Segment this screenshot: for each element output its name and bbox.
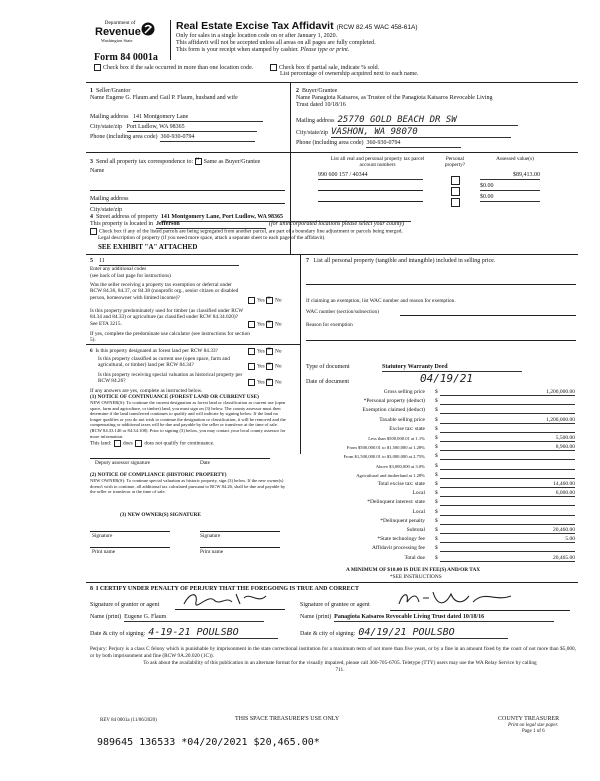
tax-row [330, 389, 575, 396]
tax-row-label: *Personal property (deduct) [363, 398, 425, 405]
seller-num: 1 [90, 88, 93, 94]
tax-row [330, 398, 575, 405]
tax-row-label: From $1,500,000.01 to $3,000,000 at 2.75% [343, 454, 425, 460]
q2-no: No [275, 321, 282, 328]
parcel-number-0: 990 600 157 / 40344 [318, 172, 423, 180]
note3 [176, 47, 349, 54]
dollar-sign: $ [435, 517, 438, 524]
tax-row [330, 453, 575, 460]
grantor-name-row [90, 614, 264, 622]
dollar-sign: $ [435, 407, 438, 414]
tax-row-label: *Delinquent penalty [380, 517, 425, 524]
county-treasurer: COUNTY TREASURER [498, 716, 560, 722]
dollar-sign: $ [435, 398, 438, 405]
assessed-header: Assessed value(s) [496, 156, 534, 162]
section3-name-label: Name [90, 168, 105, 174]
buyer-mailing-label: Mailing address [296, 118, 335, 124]
q2-no-checkbox[interactable] [266, 321, 273, 328]
buyer-name-label: Name [296, 95, 311, 101]
county-note: (for unincorporated locations please select your county) [269, 221, 405, 227]
grantee-name-row [300, 614, 554, 622]
wac-label: WAC number (section/subsection) [306, 309, 379, 315]
seller-name-label: Name [90, 95, 105, 101]
dollar-sign: $ [435, 481, 438, 487]
assessor-signature-label: Deputy assessor signature [95, 460, 151, 466]
dollar-sign: $ [435, 462, 438, 469]
seller-phone-label: Phone (including area code) [90, 134, 158, 140]
grantee-sig-label: Signature of grantee or agent [300, 602, 370, 608]
tax-row [330, 545, 575, 552]
buyer-phone-label: Phone (including area code) [296, 140, 364, 146]
does-label: does [123, 440, 133, 447]
q2-yes: Yes [257, 321, 265, 328]
tax-row-label: Above $3,000,000 at 3.0% [375, 463, 425, 469]
print-name-label-2: Print name [200, 549, 224, 555]
historic-title: (2) NOTICE OF COMPLIANCE (HISTORIC PROPERTY) [90, 472, 227, 478]
seller-city-row [90, 124, 257, 132]
dollar-sign: $ [435, 425, 438, 432]
s6q2-yes: Yes [257, 363, 265, 370]
buyer-phone: 360-930-0794 [366, 140, 461, 148]
multi-location-label: Check box if the sale occurred in more than one location code. [103, 64, 254, 71]
certify-text: I CERTIFY UNDER PENALTY OF PERJURY THAT THE FOREGOING IS TRUE AND CORRECT [96, 586, 359, 592]
grantor-date: 4-19-21 POULSBO [148, 628, 278, 639]
tax-row [330, 499, 575, 506]
buyer-mailing-row [296, 116, 546, 126]
section6-q1-answer[interactable] [248, 348, 282, 355]
title-text: Real Estate Excise Tax Affidavit [176, 20, 334, 32]
doc-date-label: Date of document [306, 379, 349, 385]
section5-additional: Enter any additional codes [90, 266, 147, 272]
tax-row-label: From $500,000.01 to $1,500,000 at 1.28% [346, 445, 425, 451]
dept-line3: Washington State [101, 38, 133, 43]
dollar-sign: $ [435, 435, 438, 441]
buyer-mailing: 25770 GOLD BEACH DR SW [338, 116, 518, 126]
signature-label-2: Signature [200, 533, 221, 539]
tax-row [330, 472, 575, 479]
buyer-name: Panagiota Katsaros, as Trustee of the Panagiota Katsaros Revocable Living Trust dated 10/18/16 [296, 95, 493, 108]
grantor-name-label: Name (print) [90, 614, 122, 620]
grantor-date-row [90, 628, 278, 639]
does-not-label: does not qualify for continuance. [144, 440, 215, 447]
tax-row [330, 555, 575, 562]
minimum-note: A MINIMUM OF $10.00 IS DUE IN FEE(S) AND/OR TAX [346, 567, 481, 573]
buyer-city-row [296, 128, 511, 138]
seller-mailing-row [90, 114, 285, 122]
section4-num: 4 [90, 214, 93, 220]
alt-format-text: To ask about the availability of this publication in an alternate format for the visually impaired, please call 360-705-6705. Teletype (TTY) users may use the WA Relay Service by calling 711. [143, 660, 537, 673]
dollar-sign: $ [435, 554, 438, 561]
section3-city-label: City/state/zip [90, 207, 122, 213]
continuance-title: (1) NOTICE OF CONTINUANCE (FOREST LAND OR CURRENT USE) [90, 394, 259, 400]
tax-row-value: 6,000.00 [555, 490, 575, 497]
section4-label: Street address of property [96, 214, 158, 220]
section6-q1-row [90, 348, 250, 354]
form-number: Form 84 0001a [94, 52, 158, 63]
s6q3-no-checkbox[interactable] [266, 379, 273, 386]
dollar-sign: $ [435, 527, 438, 533]
grantee-name-label: Name (print) [300, 614, 332, 620]
tax-row-value: 1,200,000.00 [546, 416, 575, 423]
exemption-note: If claiming an exemption, list WAC number and reason for exemption. [306, 298, 456, 304]
tax-row-label: Local [412, 508, 425, 515]
list-pct-note: List percentage of ownership acquired next to each name. [280, 71, 419, 77]
tax-row-label: Excise tax: state [389, 425, 425, 432]
tax-row [330, 417, 575, 424]
this-land-label: This land: [90, 440, 112, 447]
tax-row-value: 5,500.00 [555, 435, 575, 441]
note1: Only for sales in a single location code on or after January 1, 2020. [176, 33, 338, 39]
tax-row-label: Total excise tax: state [377, 481, 425, 487]
dollar-sign: $ [435, 499, 438, 506]
tax-row [330, 481, 575, 488]
section7-label: List all personal property (tangible and intangible) included in selling price. [313, 258, 496, 264]
grantor-sig-label: Signature of grantor or agent [90, 602, 160, 608]
tax-row-label: Local [412, 490, 425, 497]
dor-seal-icon [141, 22, 155, 36]
partial-sale-label: Check box if partial sale, indicate % sold. [279, 64, 380, 71]
grantee-date: 04/19/21 POULSBO [358, 628, 508, 639]
print-name-label-1: Print name [92, 549, 116, 555]
seller-phone: 360-930-0794 [160, 134, 255, 142]
located-label: This property is located in [90, 221, 153, 227]
seller-heading [90, 88, 130, 95]
segregated-label: Check box if any of the listed parcels are being segregated from another parcel, are part of a boundary line adjustment or parcels being merged. [99, 228, 403, 235]
section6-num: 6 [90, 348, 93, 354]
seller-mailing-label: Mailing address [90, 114, 129, 120]
section5-q2: Is this property predominately used for timber (as classified under RCW 84.34 and 84.33) or agriculture (as classified under RCW 84.34.020)? See ETA 3215. [90, 308, 244, 327]
section5-heading [90, 258, 239, 266]
s6q2-no: No [275, 363, 282, 370]
assessed-value-0 [480, 172, 540, 180]
section6-q3-answer[interactable] [248, 379, 282, 386]
dollar-sign: $ [435, 545, 438, 552]
tax-row-label: Total due [404, 554, 425, 561]
property-address: 141 Montgomery Lane, Port Ludlow, WA 98365 [161, 214, 411, 222]
s6q2-no-checkbox[interactable] [266, 363, 273, 370]
q1-yes-checkbox[interactable] [248, 297, 255, 304]
buyer-name-row [296, 95, 506, 109]
grantor-name: Eugene G. Flaum [124, 614, 264, 622]
tax-row-value: 8,960.00 [555, 444, 575, 451]
dept-line1: Department of [104, 20, 136, 26]
exhibit-note: SEE EXHIBIT "A" ATTACHED [98, 243, 198, 251]
see-instructions: *SEE INSTRUCTIONS [390, 574, 442, 580]
perjury-text: Perjury: Perjury is a class C felony which is punishable by imprisonment in the state correctional institution for a maximum term of not more than five years, or by a fine in an amount fixed by the court of not more than $5,000, or by both imprisonment and fine (RCW 9A.20.020 (1C)). [90, 646, 576, 659]
grantee-name: Panagiota Katsaros Revocable Living Trust dated 10/18/16 [334, 614, 554, 622]
multi-location-checkbox[interactable] [94, 64, 101, 71]
section6-q4: If any answers are yes, complete as instructed below. [90, 388, 203, 394]
assessed-text-1: $0.00 [480, 183, 540, 191]
section8-num: 8 [90, 586, 93, 592]
s6q2-yes-checkbox[interactable] [248, 363, 255, 370]
section6-q3: Is this property receiving special valuation as historical property per RCW 84.26? [98, 372, 243, 385]
section5-q1: Was the seller receiving a property tax exemption or deferral under RCW 84.36, 84.37, or 84.38 (nonprofit org., senior citizen or disabled person, homeowner with limited income)? [90, 282, 239, 301]
tax-row [330, 444, 575, 451]
doc-type-value [382, 364, 522, 372]
tax-row [330, 490, 575, 497]
tax-row-label: Taxable selling price [379, 416, 425, 423]
grantee-date-row [300, 628, 508, 639]
personal-checkbox-2[interactable] [451, 194, 460, 212]
seller-name: Eugene G. Flaum and Gail P. Flaum, husband and wife [105, 95, 238, 101]
wac-row [306, 309, 379, 315]
dollar-sign: $ [435, 536, 438, 543]
seller-phone-row [90, 134, 255, 142]
buyer-num: 2 [296, 88, 299, 94]
tax-row-label: Less than $500,000.01 at 1.1% [368, 436, 425, 441]
tax-row [330, 536, 575, 543]
tax-row-label: Exemption claimed (deduct) [362, 407, 425, 414]
multi-location-check[interactable] [94, 64, 253, 72]
page-number: Page 1 of 6 [522, 729, 545, 734]
parcel-header: List all real and personal property tax parcel account numbers [330, 156, 425, 169]
seller-name-row [90, 95, 238, 102]
segregated-checkbox[interactable] [90, 228, 97, 235]
buyer-heading [296, 88, 337, 95]
s6q3-yes: Yes [257, 379, 265, 386]
doc-type-label: Type of document [306, 364, 350, 370]
grantee-signature [395, 588, 515, 610]
tax-row-label: Affidavit processing fee [371, 545, 425, 552]
seller-mailing: 141 Montgomery Lane [133, 114, 263, 122]
tax-row-label: Agricultural and timberland at 1.28% [356, 472, 425, 478]
dollar-sign: $ [435, 490, 438, 497]
tax-row-value: 1,200,000.00 [546, 389, 575, 395]
legal-note: Legal description of property (if you need more space, attach a separate sheet to each page of the affidavit). [98, 235, 326, 241]
buyer-label: Buyer/Grantee [302, 88, 338, 94]
dollar-sign: $ [435, 453, 438, 460]
q1-yes: Yes [257, 297, 265, 304]
same-as-buyer-checkbox[interactable] [195, 158, 202, 165]
s6q1-no: No [275, 348, 282, 355]
section7-heading [306, 258, 506, 265]
seller-city: Port Ludlow, WA 98365 [127, 124, 257, 132]
note3-b: Please type or print. [300, 47, 350, 53]
tax-row-label: *Delinquent interest: state [367, 499, 425, 506]
grantor-signature [180, 590, 270, 608]
doc-date-value: 04/19/21 [420, 372, 473, 385]
s6q1-yes: Yes [257, 348, 265, 355]
dollar-sign: $ [435, 416, 438, 423]
s6q1-no-checkbox[interactable] [266, 348, 273, 355]
assessed-value-1 [480, 183, 540, 191]
section7-num: 7 [306, 258, 309, 264]
seller-city-label: City/state/zip [90, 124, 122, 130]
tax-row-label: *State technology fee [377, 536, 425, 543]
q2-yes-checkbox[interactable] [248, 321, 255, 328]
signature-label-1: Signature [92, 533, 113, 539]
does-checkbox[interactable] [114, 440, 121, 447]
section3-num: 3 [90, 158, 93, 165]
tax-row-value: 14,460.00 [553, 481, 575, 487]
form-title [176, 20, 418, 32]
q1-no-checkbox[interactable] [266, 297, 273, 304]
parcel-row-0 [318, 172, 423, 180]
dollar-sign: $ [435, 508, 438, 515]
grantee-date-label: Date & city of signing: [300, 631, 356, 637]
personal-header: Personal property? [444, 156, 466, 169]
rev-number: REV 84 0001a (11/06/2020) [100, 718, 157, 723]
reason-label: Reason for exemption [306, 322, 353, 328]
dollar-sign: $ [435, 389, 438, 395]
tax-row-value: 20,460.00 [553, 527, 575, 533]
buyer-phone-row [296, 140, 461, 148]
partial-sale-checkbox[interactable] [270, 64, 277, 71]
tax-row [330, 527, 575, 534]
section5-q2-answer[interactable] [248, 321, 282, 328]
tax-row [330, 509, 575, 516]
doc-type-text: Statutory Warranty Deed [382, 364, 522, 372]
section5-see-back: (see back of last page for instructions) [90, 273, 171, 279]
section6-q1: Is this property designated as forest land per RCW 84.33? [95, 348, 218, 354]
s6q3-yes-checkbox[interactable] [248, 379, 255, 386]
same-as-buyer-label: Same as Buyer/Grantee [203, 158, 261, 165]
dor-logo [95, 20, 157, 48]
q1-no: No [275, 297, 282, 304]
section3-label: Send all property tax correspondence to: [96, 158, 194, 165]
section5-q1-answer[interactable] [248, 297, 282, 304]
title-ref: (RCW 82.45 WAC 458-61A) [336, 24, 418, 31]
assessor-date-label: Date [200, 460, 210, 466]
seller-label: Seller/Grantor [96, 88, 131, 94]
tax-row [330, 463, 575, 470]
this-land-row [90, 440, 214, 447]
historic-text: NEW OWNER(S): To continue special valuation as historic property, sign (3) below. If the new owner(s) doesn't wish to continue, all additional tax calculated pursuant to RCW 84.26, shall be due and payable by the seller or transferor at the time of sale. [90, 478, 286, 495]
tax-row-label: Gross selling price [383, 389, 425, 395]
dollar-sign: $ [435, 444, 438, 451]
treasurer-space: THIS SPACE TREASURER'S USE ONLY [235, 716, 340, 722]
does-not-checkbox[interactable] [135, 440, 142, 447]
section3-mailing-label: Mailing address [90, 196, 129, 202]
assessed-text-2: $0.00 [480, 194, 540, 202]
dollar-sign: $ [435, 471, 438, 478]
tax-row-label: Subtotal [406, 527, 425, 533]
section3-heading [90, 158, 260, 166]
tax-row [330, 518, 575, 525]
tax-row-value: 20,465.00 [553, 554, 575, 561]
assessed-value-2 [480, 194, 540, 202]
section6-q2-answer[interactable] [248, 363, 282, 370]
print-legal: Print on legal size paper. [508, 723, 559, 728]
new-owner-sig-label: (3) NEW OWNER(S) SIGNATURE [120, 512, 201, 518]
section5-q3: If yes, complete the predominate use calculator (see instructions for section 5). [90, 331, 250, 344]
section5-value: 11 [99, 258, 239, 266]
buyer-city: VASHON, WA 98070 [331, 128, 511, 138]
assessed-text-0: $89,413.00 [480, 172, 540, 180]
county-value: Jefferson [156, 221, 266, 229]
s6q1-yes-checkbox[interactable] [248, 348, 255, 355]
tax-row [330, 426, 575, 433]
section5-num: 5 [90, 258, 93, 264]
note3-a: This form is your receipt when stamped by cashier. [176, 47, 299, 53]
tax-row [330, 435, 575, 442]
tax-row [330, 407, 575, 414]
grantor-date-label: Date & city of signing: [90, 631, 146, 637]
buyer-city-label: City/state/zip [296, 130, 328, 136]
continuance-text: NEW OWNER(S): To continue the current designation as forest land or classification as current use (open space, farm and agriculture, or timber) land, you must sign on (3) below. The county assessor must then determine if the land transferred continues to qualify and will indicate by signing below. If the land no longer qualifies or you do not wish to continue the designation or classification, it will be removed and the compensating or additional taxes will be due and payable by the seller or transferor at the time of sale. (RCW 84.33.140 or 84.34.108). Prior to signing (3) below, you may contact your local county assessor for more information. [90, 400, 286, 439]
tax-row-value: 5.00 [565, 536, 575, 543]
section6-q2: Is this property classified as current use (open space, farm and agricultural, or timber) land per RCW 84.34? [98, 356, 230, 369]
treasurer-stamp: 989645 136533 *04/20/2021 $20,465.00* [97, 737, 320, 748]
dept-line2: Revenue [95, 26, 141, 38]
note2: This affidavit will not be accepted unless all areas on all pages are fully completed. [176, 40, 376, 46]
s6q3-no: No [275, 379, 282, 386]
